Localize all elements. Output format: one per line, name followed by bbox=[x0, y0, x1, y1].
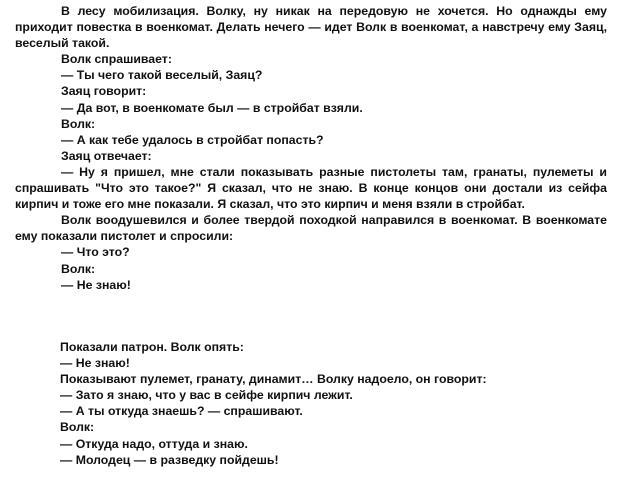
paragraph-wolf-label-3: Волк: bbox=[60, 420, 95, 435]
story-block-bottom bbox=[60, 339, 600, 468]
paragraph-wolf-goes: Волк воодушевился и более твердой походкой направился в военкомат. В военкомате ему показали пистолет и спросили: bbox=[15, 213, 607, 244]
paragraph-punchline: — Молодец — в разведку пойдешь! bbox=[60, 452, 279, 467]
paragraph-from-where: — Откуда надо, оттуда и знаю. bbox=[60, 436, 248, 451]
paragraph-brick-safe: — Зато я знаю, что у вас в сейфе кирпич лежит. bbox=[60, 388, 353, 403]
paragraph-intro: В лесу мобилизация. Волку, ну никак на передовую не хочется. Но однажды ему приходит повестка в военкомат. Делать нечего — идет Волк в военкомат, а навстречу ему Заяц, веселый такой. bbox=[15, 4, 607, 51]
paragraph-wolf-label: Волк: bbox=[61, 116, 96, 131]
paragraph-wolf-question: — Ты чего такой веселый, Заяц? bbox=[61, 68, 263, 83]
paragraph-cartridge: Показали патрон. Волк опять: bbox=[60, 340, 244, 354]
paragraph-what-is-it: — Что это? bbox=[61, 245, 130, 260]
paragraph-dont-know: — Не знаю! bbox=[61, 277, 131, 292]
paragraph-wolf-label-2: Волк: bbox=[61, 261, 96, 276]
story-block-top bbox=[15, 3, 607, 293]
paragraph-hare-story: — Ну я пришел, мне стали показывать разные пистолеты там, гранаты, пулеметы и спрашивать "Что это такое?" Я сказал, что не знаю. В конце концов они достали из сейфа кирпич и тоже его мне показали. Я сказал, что это кирпич и меня взяли в стройбат. bbox=[15, 164, 607, 212]
paragraph-hare-replies: Заяц отвечает: bbox=[61, 148, 152, 163]
paragraph-dont-know-2: — Не знаю! bbox=[60, 356, 130, 371]
paragraph-how-know: — А ты откуда знаешь? — спрашивают. bbox=[60, 404, 303, 419]
paragraph-weapons: Показывают пулемет, гранату, динамит… Волку надоело, он говорит: bbox=[60, 372, 487, 387]
paragraph-hare-says: Заяц говорит: bbox=[61, 84, 147, 99]
paragraph-wolf-question-2: — А как тебе удалось в стройбат попасть? bbox=[61, 132, 324, 147]
paragraph-hare-answer: — Да вот, в военкомате был — в стройбат взяли. bbox=[61, 100, 363, 115]
paragraph-wolf-asks: Волк спрашивает: bbox=[61, 52, 172, 67]
